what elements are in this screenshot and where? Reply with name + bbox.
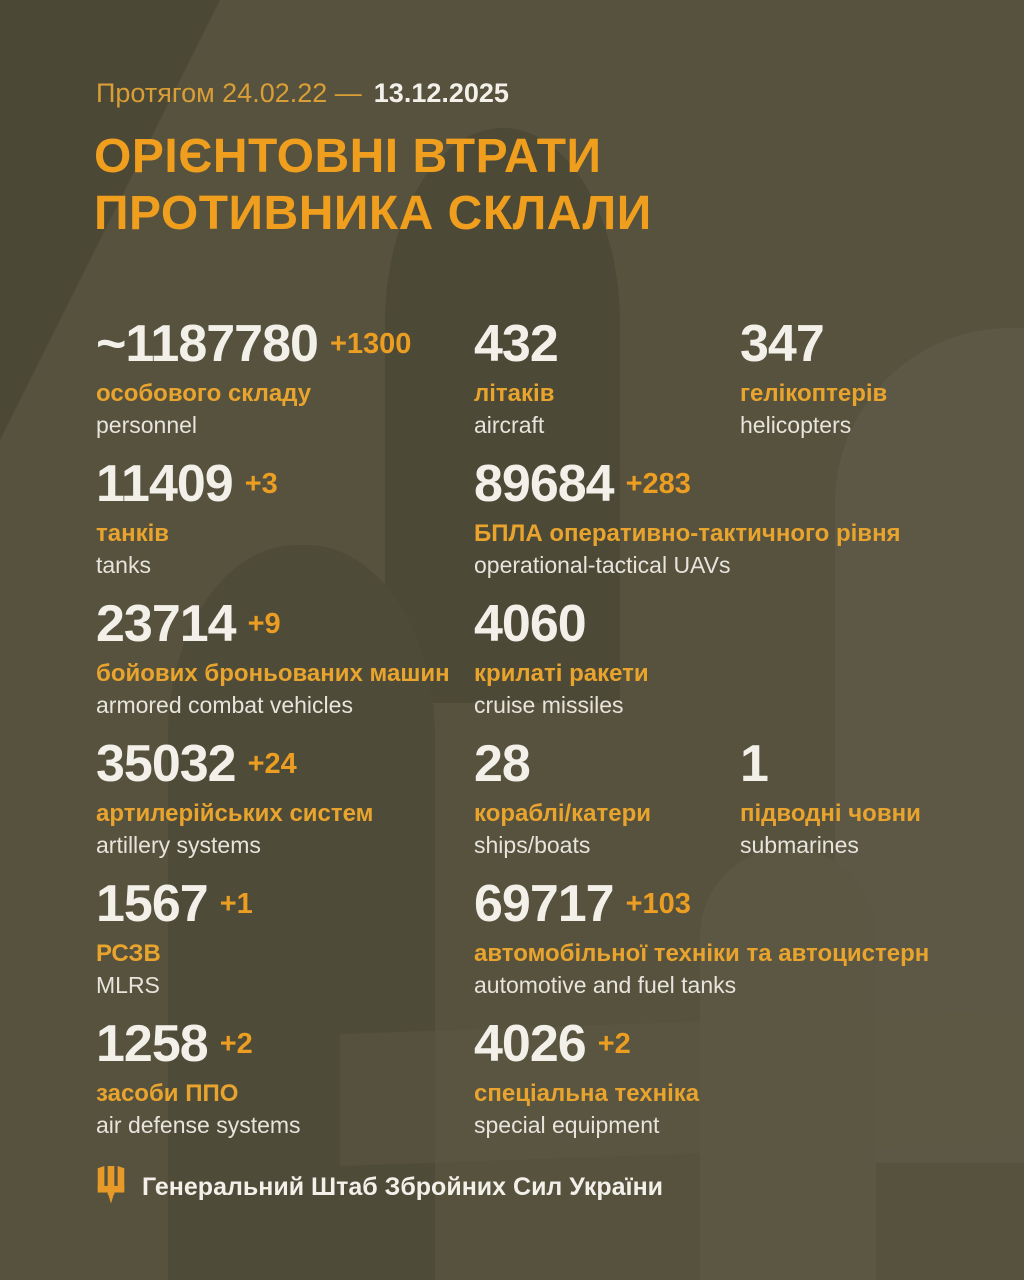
stat-cruise-missiles: [474, 595, 1024, 738]
stat-value: 11409: [96, 455, 233, 513]
stat-label-ua: артилерійських систем: [96, 800, 374, 827]
stat-aircraft: [474, 315, 740, 458]
stat-label-ua: кораблі/катери: [474, 800, 652, 827]
report-date: 13.12.2025: [373, 78, 509, 108]
stat-delta: +2: [597, 1028, 631, 1060]
stat-label-en: tanks: [96, 551, 151, 578]
title-line-1: ОРІЄНТОВНІ ВТРАТИ: [94, 130, 602, 183]
stat-tanks: [96, 455, 474, 598]
stat-label-en: personnel: [96, 411, 198, 438]
stat-value: 35032: [96, 735, 236, 793]
losses-grid: [96, 315, 1024, 1158]
stat-label-ua: підводні човни: [740, 800, 921, 827]
stat-label-ua: засоби ППО: [96, 1080, 239, 1107]
stat-special-equipment: [474, 1015, 1024, 1158]
stat-delta: +3: [244, 468, 278, 500]
stat-value: 69717: [474, 875, 614, 933]
stat-value: ~1187780: [96, 315, 318, 373]
stat-label-en: armored combat vehicles: [96, 691, 353, 718]
stat-armored-vehicles: [96, 595, 474, 738]
stat-mlrs: [96, 875, 474, 1018]
stat-value: 23714: [96, 595, 236, 653]
stat-delta: +283: [625, 468, 691, 500]
stat-value: 1258: [96, 1015, 208, 1073]
stat-value: 1: [740, 735, 768, 793]
period-prefix: Протягом 24.02.22 —: [96, 78, 362, 108]
footer-org-name: Генеральний Штаб Збройних Сил України: [142, 1172, 664, 1201]
stat-label-ua: бойових броньованих машин: [96, 660, 450, 687]
stat-value: 1567: [96, 875, 208, 933]
stat-automotive: [474, 875, 1024, 1018]
page-title: [94, 128, 652, 242]
stat-personnel: [96, 315, 474, 458]
stat-delta: +2: [219, 1028, 253, 1060]
stat-value: 432: [474, 315, 558, 373]
stat-value: 28: [474, 735, 530, 793]
stat-value: 89684: [474, 455, 614, 513]
stat-helicopters: [740, 315, 1024, 458]
stat-delta: +9: [247, 608, 281, 640]
stat-label-en: special equipment: [474, 1111, 660, 1138]
title-line-2: ПРОТИВНИКА СКЛАЛИ: [94, 187, 652, 240]
stat-label-ua: гелікоптерів: [740, 380, 888, 407]
stat-label-en: air defense systems: [96, 1111, 301, 1138]
stat-label-en: cruise missiles: [474, 691, 624, 718]
stat-value: 4060: [474, 595, 586, 653]
stat-delta: +103: [625, 888, 691, 920]
stat-label-en: automotive and fuel tanks: [474, 971, 737, 998]
stat-value: 4026: [474, 1015, 586, 1073]
report-period: [96, 78, 509, 109]
stat-artillery: [96, 735, 474, 878]
stat-label-en: aircraft: [474, 411, 545, 438]
stat-label-ua: танків: [96, 520, 170, 547]
stat-label-ua: особового складу: [96, 380, 312, 407]
stat-uavs: [474, 455, 1024, 598]
stat-label-en: submarines: [740, 831, 859, 858]
stat-label-en: ships/boats: [474, 831, 591, 858]
stat-submarines: [740, 735, 1024, 878]
stat-label-ua: спеціальна техніка: [474, 1080, 700, 1107]
stat-label-en: helicopters: [740, 411, 852, 438]
stat-air-defense: [96, 1015, 474, 1158]
stat-delta: +1: [219, 888, 253, 920]
stat-label-ua: крилаті ракети: [474, 660, 649, 687]
stat-ships: [474, 735, 740, 878]
stat-label-en: artillery systems: [96, 831, 261, 858]
stat-label-ua: автомобільної техніки та автоцистерн: [474, 940, 930, 967]
footer: [96, 1166, 663, 1208]
stat-label-en: MLRS: [96, 971, 160, 998]
stat-delta: +1300: [329, 328, 412, 360]
stat-label-ua: літаків: [474, 380, 555, 407]
tryzub-trident-icon: [96, 1166, 126, 1208]
stat-label-en: operational-tactical UAVs: [474, 551, 731, 578]
stat-label-ua: БПЛА оперативно-тактичного рівня: [474, 520, 901, 547]
stat-label-ua: РСЗВ: [96, 940, 161, 967]
stat-delta: +24: [247, 748, 297, 780]
stat-value: 347: [740, 315, 824, 373]
